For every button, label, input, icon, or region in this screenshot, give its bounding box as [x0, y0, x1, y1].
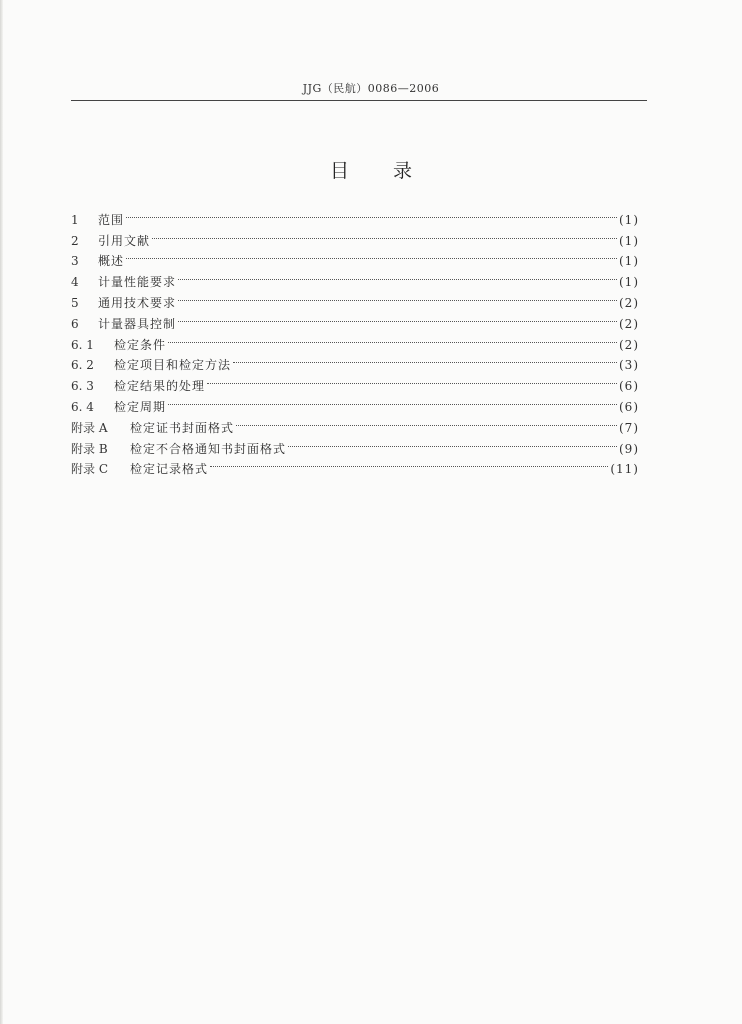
toc-leader-dots	[152, 224, 617, 245]
toc-entry-page: (9)	[619, 441, 639, 456]
toc-entry-label: 范围	[98, 212, 125, 227]
toc-entry-number: 5	[71, 295, 79, 310]
toc-entry-number: 2	[71, 233, 79, 248]
toc-entry-number: 6	[71, 316, 79, 331]
toc-entry-number: 4	[71, 275, 79, 290]
toc-entry-number: 附录 B	[71, 441, 108, 456]
toc-leader-dots	[168, 390, 617, 411]
toc-entry-page: (1)	[619, 233, 639, 248]
toc-entry-page: (1)	[619, 254, 639, 269]
running-header: JJG（民航）0086—2006	[302, 82, 440, 95]
toc-entry-number: 6. 3	[71, 379, 94, 394]
toc-entry-page: (6)	[619, 379, 639, 394]
toc-entry-page: (2)	[619, 337, 639, 352]
toc-entry-page: (1)	[619, 212, 639, 227]
toc-entry-3	[71, 245, 639, 269]
toc-entry-label: 通用技术要求	[98, 295, 177, 310]
toc-leader-dots	[288, 432, 617, 453]
toc-entry-number: 3	[71, 254, 79, 269]
toc-entry-page: (1)	[619, 275, 639, 290]
toc-leader-dots	[126, 245, 617, 266]
toc-entry-label: 检定记录格式	[130, 462, 209, 477]
toc-entry-label: 检定证书封面格式	[130, 420, 235, 435]
toc-leader-dots	[126, 203, 617, 224]
toc-entry-label: 引用文献	[98, 233, 151, 248]
header-rule	[71, 100, 647, 101]
toc-entry-number: 6. 2	[71, 358, 94, 373]
toc-leader-dots	[207, 369, 617, 390]
toc-entry-number: 6. 1	[71, 337, 94, 352]
toc-entry-number: 附录 A	[71, 420, 108, 435]
toc-entry-4	[71, 265, 639, 290]
toc-entry-page: (7)	[619, 420, 639, 435]
toc-entry-page: (2)	[619, 316, 639, 331]
table-of-contents	[71, 203, 639, 477]
toc-entry-page: (6)	[619, 399, 639, 414]
toc-entry-number: 附录 C	[71, 462, 108, 477]
toc-entry-label: 检定周期	[114, 399, 167, 414]
toc-title: 目录	[329, 160, 456, 182]
toc-leader-dots	[236, 411, 617, 432]
toc-entry-page: (11)	[610, 462, 639, 477]
toc-entry-label: 检定不合格通知书封面格式	[130, 441, 287, 456]
toc-leader-dots	[210, 453, 608, 474]
toc-entry-label: 计量器具控制	[98, 316, 177, 331]
toc-leader-dots	[233, 349, 617, 370]
toc-entry-label: 计量性能要求	[98, 275, 177, 290]
toc-leader-dots	[178, 286, 617, 307]
toc-leader-dots	[168, 328, 617, 349]
toc-entry-number: 1	[71, 212, 79, 227]
toc-entry-label: 检定项目和检定方法	[114, 358, 232, 373]
toc-entry-1	[71, 203, 639, 227]
toc-entry-label: 检定结果的处理	[114, 379, 206, 394]
toc-entry-2	[71, 224, 639, 248]
toc-leader-dots	[178, 307, 617, 328]
toc-entry-page: (2)	[619, 295, 639, 310]
toc-entry-label: 检定条件	[114, 337, 167, 352]
toc-entry-page: (3)	[619, 358, 639, 373]
toc-entry-number: 6. 4	[71, 399, 94, 414]
toc-entry-label: 概述	[98, 254, 125, 269]
toc-leader-dots	[178, 265, 617, 286]
scan-edge	[0, 0, 3, 1024]
